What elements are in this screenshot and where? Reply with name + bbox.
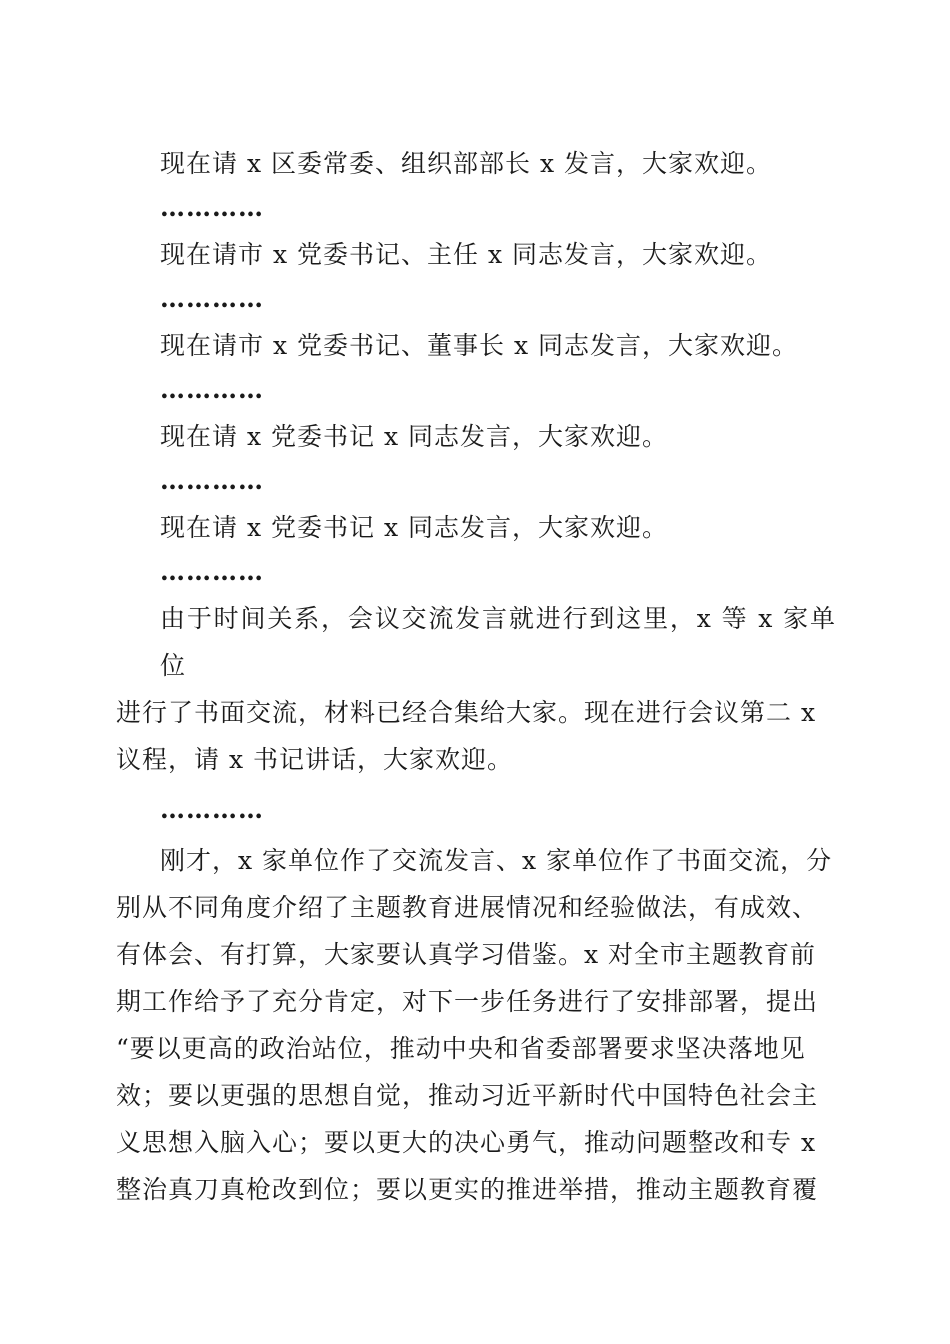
summary-line-1: 刚才，x 家单位作了交流发言、x 家单位作了书面交流，分	[160, 846, 833, 875]
speech-paragraph-5: 现在请 x 党委书记 x 同志发言，大家欢迎。	[160, 513, 668, 542]
summary-line-2: 别从不同角度介绍了主题教育进展情况和经验做法，有成效、	[116, 893, 819, 922]
ellipsis-1: …………	[160, 193, 264, 222]
transition-paragraph	[116, 595, 836, 783]
summary-line-5: “要以更高的政治站位，推动中央和省委部署要求坚决落地见	[116, 1034, 806, 1063]
summary-line-3: 有体会、有打算，大家要认真学习借鉴。x 对全市主题教育前	[116, 940, 817, 969]
summary-line-7: 义思想入脑入心；要以更大的决心勇气，推动问题整改和专 x	[116, 1128, 817, 1157]
speech-paragraph-2: 现在请市 x 党委书记、主任 x 同志发言，大家欢迎。	[160, 240, 772, 269]
ellipsis-5: …………	[160, 557, 264, 586]
speech-paragraph-3: 现在请市 x 党委书记、董事长 x 同志发言，大家欢迎。	[160, 331, 798, 360]
speech-paragraph-1: 现在请 x 区委常委、组织部部长 x 发言，大家欢迎。	[160, 149, 772, 178]
speech-paragraph-4: 现在请 x 党委书记 x 同志发言，大家欢迎。	[160, 422, 668, 451]
transition-line-1: 由于时间关系，会议交流发言就进行到这里，x 等 x 家单位	[160, 604, 836, 680]
transition-line-2: 进行了书面交流，材料已经合集给大家。现在进行会议第二 x	[116, 698, 817, 727]
ellipsis-6: …………	[160, 795, 264, 824]
summary-line-8: 整治真刀真枪改到位；要以更实的推进举措，推动主题教育覆	[116, 1175, 819, 1204]
ellipsis-4: …………	[160, 466, 264, 495]
summary-line-6: 效；要以更强的思想自觉，推动习近平新时代中国特色社会主	[116, 1081, 819, 1110]
transition-line-3: 议程，请 x 书记讲话，大家欢迎。	[116, 745, 513, 774]
ellipsis-2: …………	[160, 284, 264, 313]
summary-line-4: 期工作给予了充分肯定，对下一步任务进行了安排部署，提出	[116, 987, 819, 1016]
summary-paragraph	[116, 837, 836, 1213]
document-body	[116, 140, 836, 1213]
ellipsis-3: …………	[160, 375, 264, 404]
